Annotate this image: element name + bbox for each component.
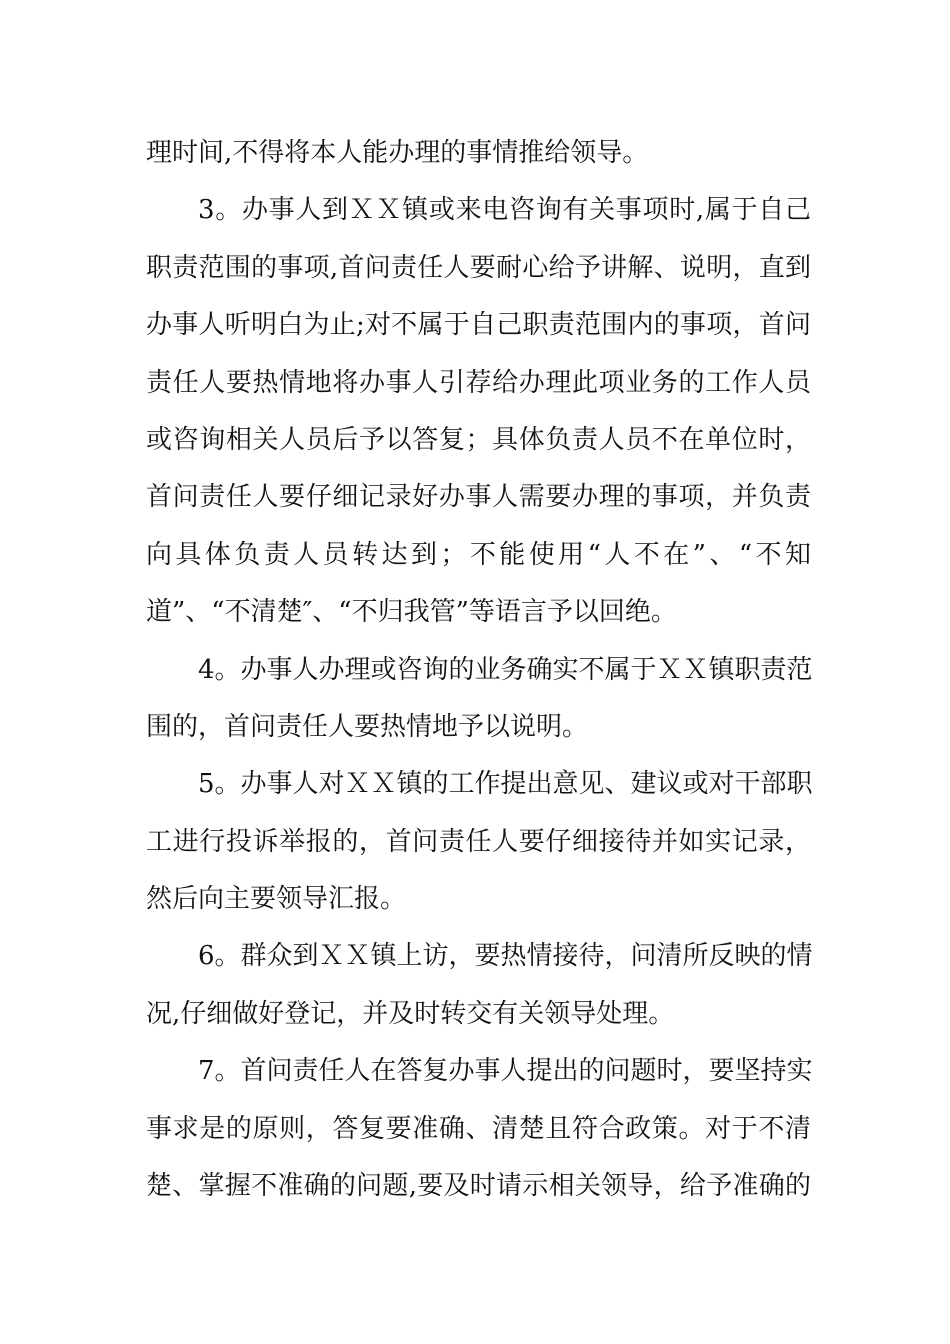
- paragraph-item-6: [146, 928, 811, 1043]
- text-line: 责任人要热情地将办事人引荐给办理此项业务的工作人员: [146, 367, 811, 398]
- text-line: 办事人听明白为止;对不属于自己职责范围内的事项，首问: [146, 310, 811, 341]
- text-line: 6。群众到ＸＸ镇上访，要热情接待，问清所反映的情: [198, 941, 813, 972]
- text-line: 向具体负责人员转达到；不能使用“人不在”、“不知: [146, 539, 811, 570]
- paragraph-continuation: [146, 125, 811, 182]
- paragraph-item-4: [146, 642, 811, 757]
- text-line: 3。办事人到ＸＸ镇或来电咨询有关事项时,属于自己: [198, 195, 811, 226]
- text-line: 4。办事人办理或咨询的业务确实不属于ＸＸ镇职责范: [198, 654, 813, 685]
- text-line: 工进行投诉举报的，首问责任人要仔细接待并如实记录，: [146, 826, 811, 857]
- text-line: 况,仔细做好登记，并及时转交有关领导处理。: [146, 998, 675, 1029]
- paragraph-item-3: [146, 182, 811, 641]
- paragraph-item-5: [146, 756, 811, 928]
- document-body: [146, 125, 811, 1215]
- text-line: 事求是的原则，答复要准确、清楚且符合政策。对于不清: [146, 1113, 811, 1144]
- text-line: 首问责任人要仔细记录好办事人需要办理的事项，并负责: [146, 482, 811, 513]
- text-line: 5。办事人对ＸＸ镇的工作提出意见、建议或对干部职: [198, 769, 813, 800]
- text-line: 围的，首问责任人要热情地予以说明。: [146, 711, 589, 742]
- text-line: 或咨询相关人员后予以答复；具体负责人员不在单位时，: [146, 424, 811, 455]
- text-line: 职责范围的事项,首问责任人要耐心给予讲解、说明，直到: [146, 252, 811, 283]
- text-line: 道”、“不清楚″、“不归我管”等语言予以回绝。: [146, 597, 677, 628]
- paragraph-item-7: [146, 1043, 811, 1215]
- text-line: 理时间,不得将本人能办理的事情推给领导。: [146, 138, 649, 168]
- text-line: 楚、掌握不准确的问题,要及时请示相关领导，给予准确的: [146, 1171, 811, 1202]
- text-line: 然后向主要领导汇报。: [146, 884, 407, 915]
- text-line: 7。首问责任人在答复办事人提出的问题时，要坚持实: [198, 1056, 813, 1087]
